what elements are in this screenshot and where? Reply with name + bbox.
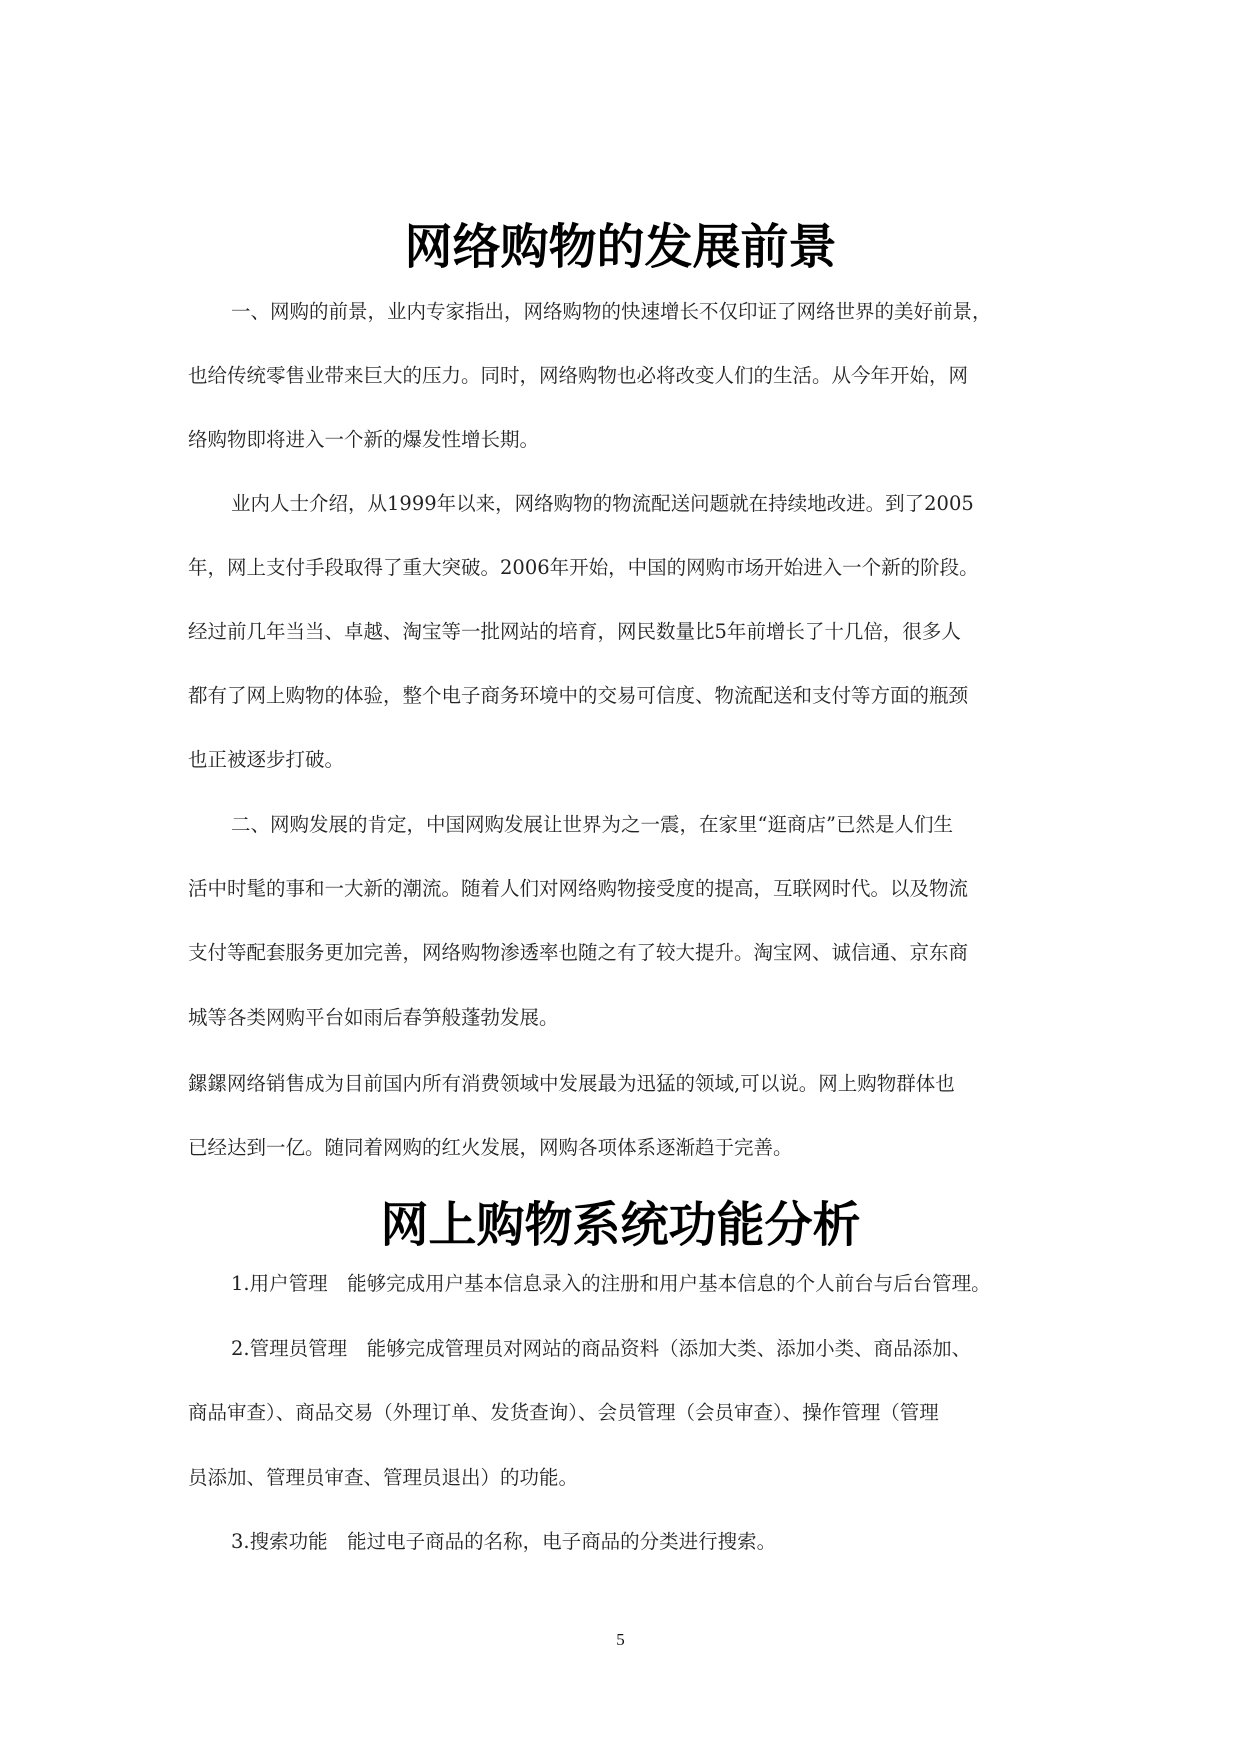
- paragraph-line: 商品审查）、商品交易（外理订单、发货查询）、会员管理（会员审查）、操作管理（管理: [188, 1401, 939, 1424]
- paragraph-line: 也给传统零售业带来巨大的压力。同时，网络购物也必将改变人们的生活。从今年开始，网: [188, 364, 969, 387]
- paragraph-line: 鏍鏍网络销售成为目前国内所有消费领域中发展最为迅猛的领域,可以说。网上购物群体也: [188, 1072, 955, 1095]
- paragraph-line: 2.管理员管理 能够完成管理员对网站的商品资料（添加大类、添加小类、商品添加、: [231, 1337, 972, 1360]
- paragraph-line: 1.用户管理 能够完成用户基本信息录入的注册和用户基本信息的个人前台与后台管理。: [231, 1272, 991, 1295]
- paragraph-line: 城等各类网购平台如雨后春笋般蓬勃发展。: [188, 1006, 559, 1029]
- paragraph-line: 都有了网上购物的体验，整个电子商务环境中的交易可信度、物流配送和支付等方面的瓶颈: [188, 684, 969, 707]
- paragraph-line: 二、网购发展的肯定，中国网购发展让世界为之一震，在家里“逛商店”已然是人们生: [231, 813, 953, 836]
- paragraph-line: 经过前几年当当、卓越、淘宝等一批网站的培育，网民数量比5年前增长了十几倍，很多人: [188, 620, 961, 643]
- paragraph-line: 支付等配套服务更加完善，网络购物渗透率也随之有了较大提升。淘宝网、诚信通、京东商: [188, 941, 969, 964]
- paragraph-line: 员添加、管理员审查、管理员退出）的功能。: [188, 1466, 579, 1489]
- paragraph-line: 活中时髦的事和一大新的潮流。随着人们对网络购物接受度的提高，互联网时代。以及物流: [188, 877, 969, 900]
- section-title-development-prospects: 网络购物的发展前景: [404, 219, 837, 275]
- paragraph-line: 业内人士介绍，从1999年以来，网络购物的物流配送问题就在持续地改进。到了2005: [231, 492, 974, 515]
- page-number: 5: [616, 1630, 625, 1649]
- paragraph-line: 年，网上支付手段取得了重大突破。2006年开始，中国的网购市场开始进入一个新的阶段。: [188, 556, 979, 579]
- paragraph-line: 一、网购的前景，业内专家指出，网络购物的快速增长不仅印证了网络世界的美好前景，: [231, 300, 992, 323]
- paragraph-line: 也正被逐步打破。: [188, 748, 345, 771]
- paragraph-line: 3.搜索功能 能过电子商品的名称，电子商品的分类进行搜索。: [231, 1530, 777, 1553]
- paragraph-line: 已经达到一亿。随同着网购的红火发展，网购各项体系逐渐趋于完善。: [188, 1136, 793, 1159]
- section-title-system-function-analysis: 网上购物系统功能分析: [380, 1197, 861, 1253]
- paragraph-line: 络购物即将进入一个新的爆发性增长期。: [188, 428, 540, 451]
